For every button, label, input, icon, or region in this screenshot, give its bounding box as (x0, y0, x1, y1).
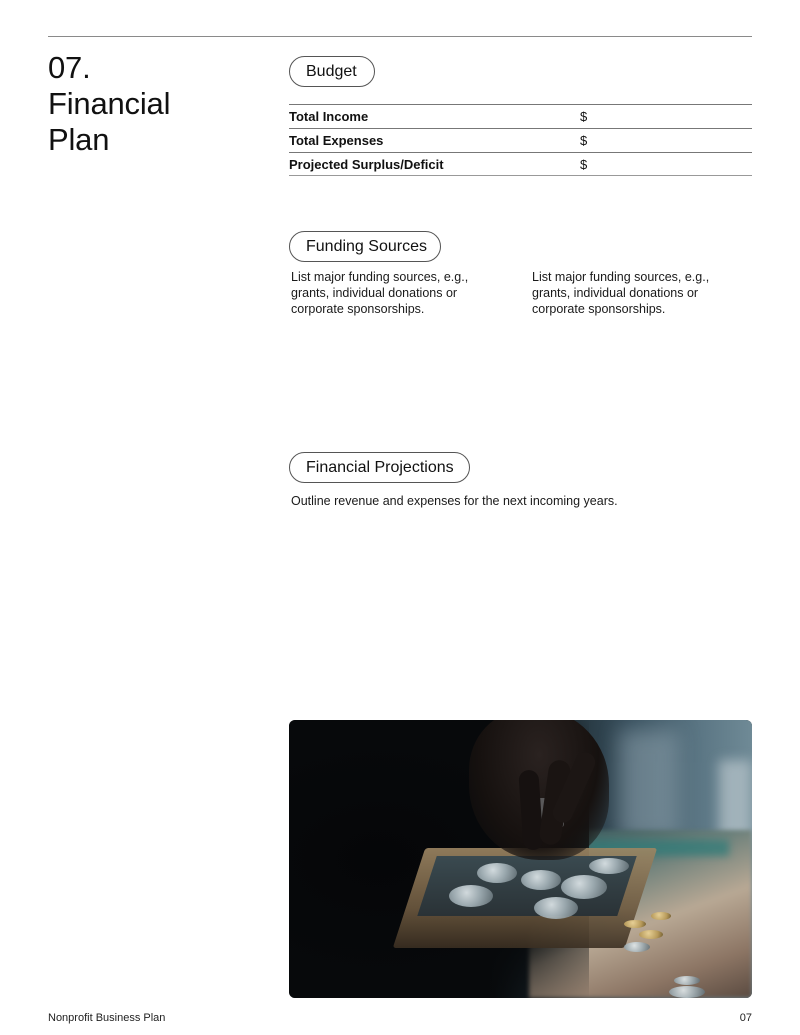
photo-wall-light (719, 760, 752, 840)
funding-sources-label-pill: Funding Sources (289, 231, 441, 262)
photo-coin (674, 976, 700, 985)
photo-coin (521, 870, 561, 890)
section-title-line-2: Plan (48, 122, 110, 157)
budget-label-pill: Budget (289, 56, 375, 87)
funding-sources-text-column-1: List major funding sources, e.g., grants, individual donations or corporate sponsorships. (291, 270, 469, 316)
top-divider (48, 36, 752, 37)
budget-row-value: $ (580, 109, 588, 124)
budget-row-label: Total Income (289, 109, 369, 124)
section-heading (48, 50, 170, 158)
budget-row-label: Projected Surplus/Deficit (289, 157, 444, 172)
coins-photo (289, 720, 752, 998)
budget-row-total-income (289, 104, 752, 128)
photo-coin (669, 986, 705, 998)
footer-page-number: 07 (739, 1012, 752, 1024)
financial-projections-label-pill: Financial Projections (289, 452, 470, 483)
photo-gold-coin (624, 920, 646, 928)
budget-row-value: $ (580, 133, 588, 148)
budget-row-label: Total Expenses (289, 133, 384, 148)
photo-coin (561, 875, 607, 899)
budget-row-projected-surplus-deficit (289, 152, 752, 176)
budget-row-value: $ (580, 157, 588, 172)
section-title-line-1: Financial (48, 86, 171, 121)
photo-coin (534, 897, 578, 919)
photo-gold-coin (639, 930, 663, 939)
funding-sources-text-column-2: List major funding sources, e.g., grants, individual donations or corporate sponsorships. (532, 270, 710, 316)
financial-projections-text: Outline revenue and expenses for the next incoming years. (291, 494, 618, 508)
photo-coin (624, 942, 650, 952)
photo-coin (589, 858, 629, 874)
budget-row-total-expenses (289, 128, 752, 152)
budget-table (289, 104, 752, 176)
section-number: 07. (48, 50, 91, 85)
footer-document-title: Nonprofit Business Plan (48, 1012, 166, 1024)
photo-gold-coin (651, 912, 671, 920)
photo-coin (449, 885, 493, 907)
photo-window-light (619, 730, 679, 840)
photo-coin (477, 863, 517, 883)
